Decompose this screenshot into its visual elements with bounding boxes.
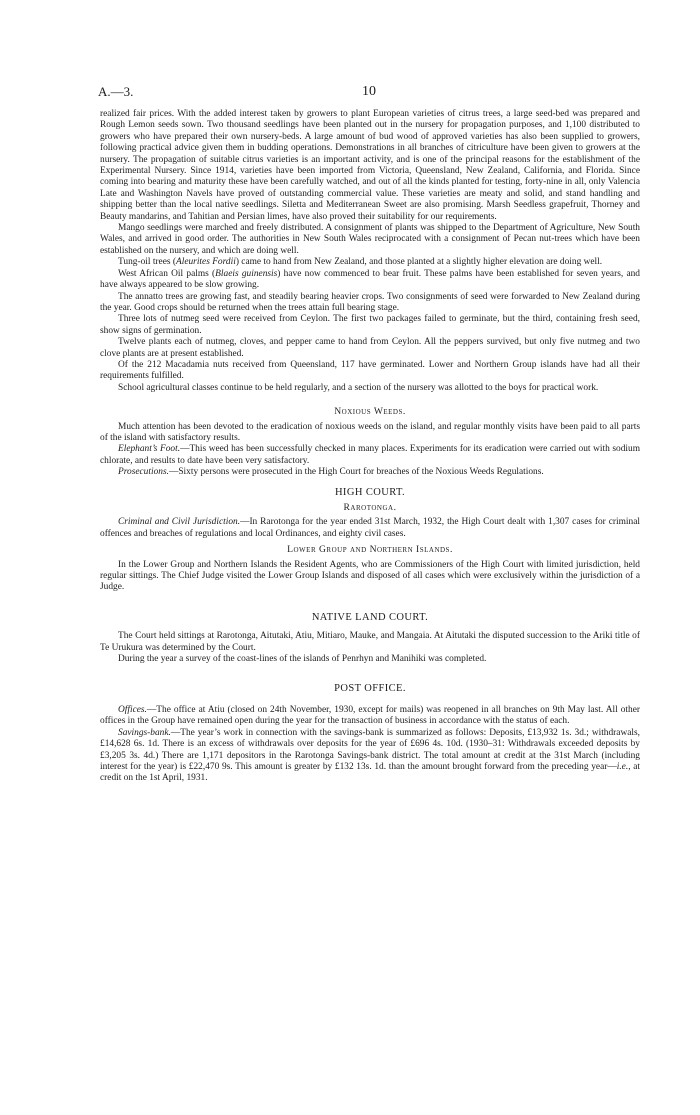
paragraph-citrus: realized fair prices. With the added interest taken by growers to plant European varieties of citrus trees, a large seed-bed was prepared and Rough Lemon seeds sown. Two thousand seedlings have been planted out in the nursery for propagation purposes, and 1,100 distributed to growers who have prepared their own nursery-beds. A large amount of bud wood of approved varieties has also been supplied to growers, following practical advice given them in budding operations. Demonstrations in all branches of citriculture have been given to growers at the nursery. The propagation of suitable citrus varieties is an important activity, and is one of the principal reasons for the establishment of the Experimental Nursery. Since 1914, varieties have been imported from Victoria, Queensland, New Zealand, California, and Florida. Since coming into bearing and maturity these have been carefully watched, and out of all the kinds planted for testing, forty-nine in all, only Valencia Late and Washington Navels have proved of outstanding commercial value. These varieties are meaty and solid, and stand handling and shipping better than the local native seedlings. Siletta and Mediterranean Sweet are also promising. Marsh Seedless grapefruit, Thorney and Beauty mandarins, and Tahitian and Persian limes, have also proved their suitability for our requirements.	[100, 109, 640, 222]
paragraph-court-sittings: The Court held sittings at Rarotonga, Aitutaki, Atiu, Mitiaro, Mauke, and Mangaia. At Aitutaki the disputed succession to the Ariki title of Te Urukura was determined by the Court.	[100, 631, 640, 653]
paragraph-offices: Offices.—The office at Atiu (closed on 24th November, 1930, except for mails) was reopened in all branches on 9th May last. All other offices in the Group have remained open during the year for the transaction of business in accordance with the status of each.	[100, 704, 640, 727]
paragraph-survey: During the year a survey of the coast-lines of the islands of Penrhyn and Manihiki was completed.	[118, 654, 487, 665]
document-reference: A.—3.	[98, 84, 134, 99]
paragraph-jurisdiction: Criminal and Civil Jurisdiction.—In Rarotonga for the year ended 31st March, 1932, the High Court dealt with 1,307 cases for criminal offences and breaches of regulations and local Ordinances, and eighty civil cases.	[100, 517, 640, 539]
section-title-post-office: POST OFFICE.	[334, 683, 406, 695]
section-title-high-court: HIGH COURT.	[334, 486, 406, 498]
paragraph-elephants-foot: Elephant’s Foot.—This weed has been successfully checked in many places. Experiments for its eradication were carried out with sodium chlorate, and results to date have been very satisfactory.	[100, 444, 640, 466]
paragraph-tung-oil: Tung-oil trees (Aleurites Fordii) came to hand from New Zealand, and those planted at a slightly higher elevation are doing well.	[118, 257, 603, 268]
paragraph-prosecutions: Prosecutions.—Sixty persons were prosecuted in the High Court for breaches of the Noxious Weeds Regulations.	[118, 467, 544, 478]
paragraph-school-classes: School agricultural classes continue to be held regularly, and a section of the nursery was allotted to the boys for practical work.	[118, 382, 599, 393]
subsection-title-lower-group: Lower Group and Northern Islands.	[287, 544, 453, 556]
section-title-native-land-court: NATIVE LAND COURT.	[311, 611, 429, 623]
subsection-title-rarotonga: Rarotonga.	[343, 502, 397, 513]
paragraph-oil-palms: West African Oil palms (Blaeis guinensis) have now commenced to bear fruit. These palms have been established for seven years, and have always appeared to be slow growing.	[100, 268, 640, 291]
paragraph-annatto: The annatto trees are growing fast, and steadily bearing heavier crops. Two consignments of seed were forwarded to New Zealand during the year. Good crops should be returned when the trees attain full bearing stage.	[100, 291, 640, 313]
paragraph-mango: Mango seedlings were marched and freely distributed. A consignment of plants was shipped to the Department of Agriculture, New South Wales, and arrived in good order. The authorities in New South Wales reciprocated with a consignment of Pecan nut-trees which have been established on the nursery, and which are doing well.	[100, 223, 640, 256]
page-body	[100, 109, 640, 785]
paragraph-savings-bank: Savings-bank.—The year’s work in connection with the savings-bank is summarized as follows: Deposits, £13,932 1s. 3d.; withdrawals, £14,628 6s. 1d. There is an excess of withdrawals over deposits for the year of £696 4s. 10d. (1930–31: Withdrawals exceeded deposits by £3,205 3s. 4d.) There are 1,171 depositors in the Rarotonga Savings-bank district. The total amount at credit at the 31st March (including interest for the year) is £22,470 9s. This amount is greater by £132 13s. 1d. than the amount brought forward from the preceding year—i.e., at credit on the 1st April, 1931.	[100, 727, 640, 784]
paragraph-lower-group: In the Lower Group and Northern Islands the Resident Agents, who are Commissioners of the High Court with limited jurisdiction, held regular sittings. The Chief Judge visited the Lower Group Islands and disposed of all cases which were exclusively within the jurisdiction of a Judge.	[100, 559, 640, 593]
page-header	[98, 84, 640, 104]
page-number: 10	[362, 84, 376, 99]
paragraph-ceylon-plants: Twelve plants each of nutmeg, cloves, and pepper came to hand from Ceylon. All the peppers survived, but only five nutmeg and two clove plants are at present established.	[100, 337, 640, 359]
section-title-noxious-weeds: Noxious Weeds.	[334, 406, 406, 418]
paragraph-macadamia: Of the 212 Macadamia nuts received from Queensland, 117 have germinated. Lower and Northern Group islands have had all their requirements fulfilled.	[100, 359, 640, 382]
paragraph-nutmeg: Three lots of nutmeg seed were received from Ceylon. The first two packages failed to germinate, but the third, containing fresh seed, show signs of germination.	[100, 314, 640, 336]
paragraph-noxious-intro: Much attention has been devoted to the eradication of noxious weeds on the island, and regular monthly visits have been paid to all parts of the island with satisfactory results.	[100, 421, 640, 443]
